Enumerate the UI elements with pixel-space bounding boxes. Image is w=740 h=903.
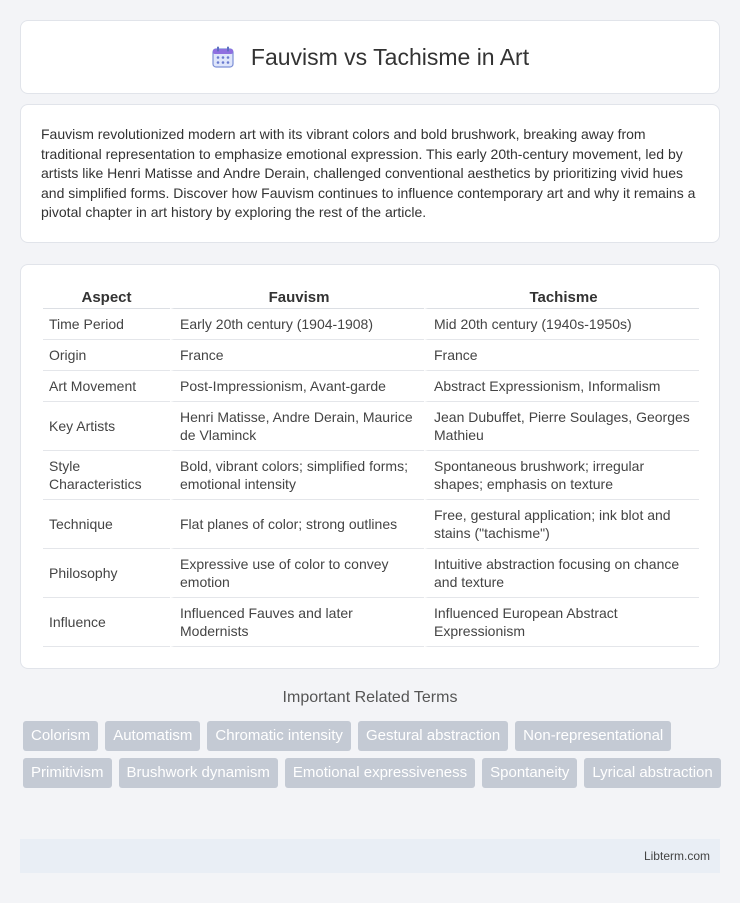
row-aspect: Origin: [43, 340, 170, 371]
related-term-tag[interactable]: Gestural abstraction: [358, 721, 508, 751]
page-title: Fauvism vs Tachisme in Art: [250, 43, 530, 70]
row-tachisme: Jean Dubuffet, Pierre Soulages, Georges Mathieu: [424, 402, 699, 451]
related-term-tag[interactable]: Non-representational: [515, 721, 671, 751]
row-fauvism: Influenced Fauves and later Modernists: [170, 598, 424, 647]
row-aspect: Key Artists: [43, 402, 170, 451]
row-aspect: Technique: [43, 500, 170, 549]
row-tachisme: France: [424, 340, 699, 371]
row-fauvism: Expressive use of color to convey emotion: [170, 549, 424, 598]
row-aspect: Style Characteristics: [43, 451, 170, 500]
row-fauvism: Early 20th century (1904-1908): [170, 309, 424, 340]
table-row: [43, 500, 699, 549]
related-terms-list: [23, 721, 723, 788]
related-term-tag[interactable]: Lyrical abstraction: [584, 758, 720, 788]
table-row: [43, 549, 699, 598]
related-term-tag[interactable]: Chromatic intensity: [207, 721, 351, 751]
header-tachisme: Tachisme: [424, 285, 699, 309]
row-fauvism: Henri Matisse, Andre Derain, Maurice de Vlaminck: [170, 402, 424, 451]
row-tachisme: Intuitive abstraction focusing on chance and texture: [424, 549, 699, 598]
related-term-tag[interactable]: Emotional expressiveness: [285, 758, 475, 788]
related-term-tag[interactable]: Spontaneity: [482, 758, 577, 788]
row-tachisme: Free, gestural application; ink blot and stains ("tachisme"): [424, 500, 699, 549]
table-row: [43, 340, 699, 371]
row-fauvism: France: [170, 340, 424, 371]
table-row: [43, 371, 699, 402]
table-row: [43, 598, 699, 647]
row-tachisme: Mid 20th century (1940s-1950s): [424, 309, 699, 340]
related-term-tag[interactable]: Colorism: [23, 721, 98, 751]
intro-text: Fauvism revolutionized modern art with its vibrant colors and bold brushwork, breaking away from traditional representation to emphasize emotional expression. This early 20th-century movement, led by artists like Henri Matisse and Andre Derain, challenged conventional aesthetics by prioritizing vivid hues and simplified forms. Discover how Fauvism continues to influence contemporary art and why it remains a pivotal chapter in art history by exploring the rest of the article.: [41, 126, 696, 221]
row-tachisme: Spontaneous brushwork; irregular shapes; emphasis on texture: [424, 451, 699, 500]
footer: [20, 839, 720, 873]
header-aspect: Aspect: [43, 285, 170, 309]
table-row: [43, 402, 699, 451]
title-wrap: [211, 44, 529, 71]
row-fauvism: Flat planes of color; strong outlines: [170, 500, 424, 549]
table-header-row: [43, 285, 699, 309]
row-aspect: Philosophy: [43, 549, 170, 598]
row-tachisme: Abstract Expressionism, Informalism: [424, 371, 699, 402]
related-terms-title: Important Related Terms: [282, 689, 458, 706]
table-row: [43, 451, 699, 500]
calendar-icon: [211, 45, 235, 69]
related-term-tag[interactable]: Primitivism: [23, 758, 112, 788]
row-aspect: Influence: [43, 598, 170, 647]
related-term-tag[interactable]: Automatism: [105, 721, 200, 751]
row-fauvism: Post-Impressionism, Avant-garde: [170, 371, 424, 402]
related-term-tag[interactable]: Brushwork dynamism: [119, 758, 278, 788]
header-card: [20, 20, 720, 94]
table-row: [43, 309, 699, 340]
row-aspect: Art Movement: [43, 371, 170, 402]
row-aspect: Time Period: [43, 309, 170, 340]
footer-site-link[interactable]: Libterm.com: [643, 849, 710, 863]
header-fauvism: Fauvism: [170, 285, 424, 309]
comparison-card: [20, 264, 720, 669]
intro-card: [20, 104, 720, 243]
row-tachisme: Influenced European Abstract Expressionism: [424, 598, 699, 647]
row-fauvism: Bold, vibrant colors; simplified forms; emotional intensity: [170, 451, 424, 500]
comparison-table: [43, 285, 699, 647]
